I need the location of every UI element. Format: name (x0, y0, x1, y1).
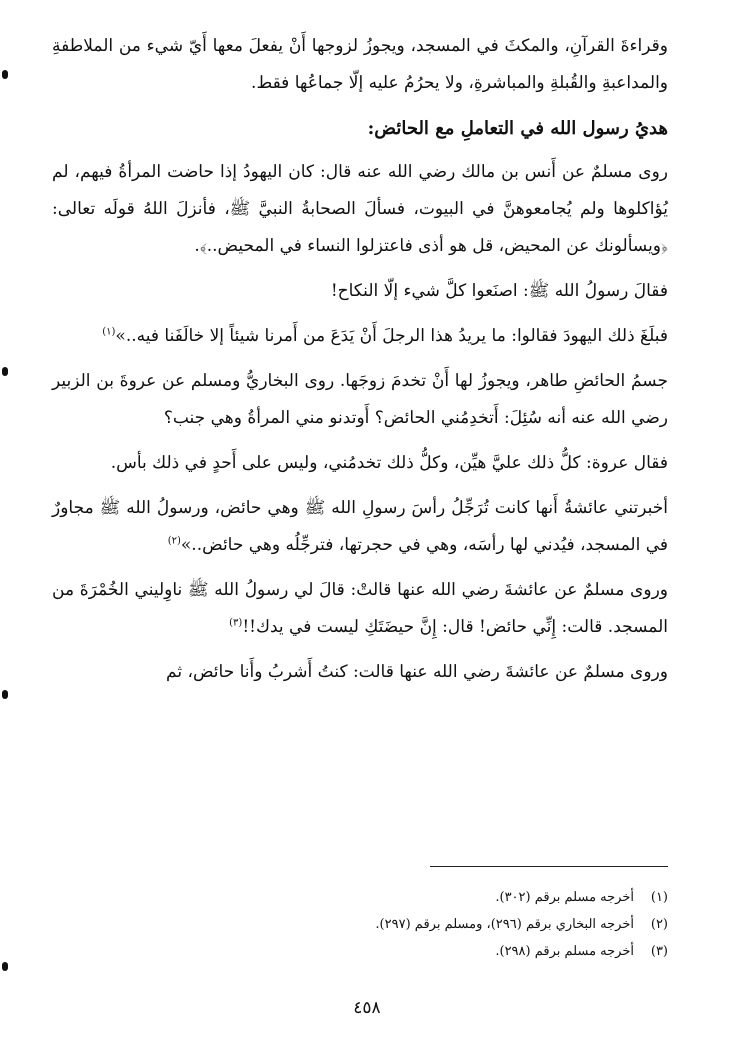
footnote-reference: (٢) (167, 535, 181, 547)
page-number: ٤٥٨ (353, 998, 381, 1018)
footnote-reference: (١) (102, 326, 116, 338)
footnotes (120, 884, 668, 965)
paragraph (52, 318, 668, 355)
footnote-number: (٣) (650, 944, 668, 959)
paragraph-text: وروى مسلمٌ عن عائشةَ رضي الله عنها قالت: كنتُ أَشربُ وأَنا حائض، ثم (166, 662, 668, 682)
footnote-text: أخرجه مسلم برقم (٢٩٨). (495, 944, 634, 959)
scan-margin-mark (2, 962, 8, 971)
paragraph (52, 572, 668, 646)
paragraph-text: فقالَ رسولُ الله ﷺ: اصنَعوا كلَّ شيء إلّا النكاح! (330, 281, 668, 301)
scan-margin-mark (2, 367, 8, 376)
paragraph (52, 28, 668, 102)
paragraph-text: روى مسلمٌ عن أَنس بن مالك رضي الله عنه قال: كان اليهودُ إذا حاضت المرأةُ فيهم، لم يُؤاكلوها ولم يُجامعوهنَّ في البيوت، فسألَ الصحابةُ النبيَّ ﷺ، فأنزلَ اللهُ قولَه تعالى: ﴿ويسألونك عن المحيض، قل هو أذى فاعتزلوا النساء في المحيض..﴾. (52, 162, 668, 256)
footnote-divider (430, 866, 668, 867)
paragraph (52, 654, 668, 691)
main-text (52, 28, 668, 699)
footnote-number: (٢) (650, 917, 668, 932)
paragraph-text: وقراءةَ القرآنِ، والمكثَ في المسجد، ويجوزُ لزوجها أَنْ يفعلَ معها أَيّ شيء من الملاطفةِ والمداعبةِ والقُبلةِ والمباشرةِ، ولا يحرُمُ عليه إلّا جماعُها فقط. (52, 36, 668, 93)
paragraph (52, 363, 668, 437)
paragraph (52, 490, 668, 564)
footnote-text: أخرجه مسلم برقم (٣٠٢). (495, 890, 634, 905)
footnote (120, 884, 668, 911)
footnote-reference: (٣) (229, 617, 243, 629)
paragraph (52, 154, 668, 265)
paragraph-text: فبلَغَ ذلك اليهودَ فقالوا: ما يريدُ هذا الرجلَ أَنْ يَدَعَ من أَمرنا شيئاً إلا خالَفَنا فيه..» (115, 326, 668, 346)
scan-margin-mark (2, 690, 8, 699)
footnote-text: أخرجه البخاري برقم (٢٩٦)، ومسلم برقم (٢٩٧). (375, 917, 634, 932)
section-heading (52, 110, 668, 148)
paragraph-text: هديُ رسول الله في التعاملِ مع الحائض: (367, 118, 668, 139)
paragraph-text: وروى مسلمٌ عن عائشةَ رضي الله عنها قالتْ: قالَ لي رسولُ الله ﷺ ناوِليني الخُمْرَةَ من المسجد. قالت: إِنِّي حائض! قال: إِنَّ حيضَتَكِ ليست في يدك!! (52, 580, 668, 637)
footnote (120, 911, 668, 938)
paragraph-text: جسمُ الحائضِ طاهر، ويجوزُ لها أَنْ تخدمَ زوجَها. روى البخاريُّ ومسلم عن عروةَ بن الزبير رضي الله عنه أنه سُئِلَ: أَتخدِمُني الحائض؟ أَوتدنو مني المرأةُ وهي جنب؟ (52, 371, 668, 428)
paragraph (52, 273, 668, 310)
footnote-number: (١) (650, 890, 668, 905)
paragraph-text: أخبرتني عائشةُ أَنها كانت تُرَجِّلُ رأسَ رسولِ الله ﷺ وهي حائض، ورسولُ الله ﷺ مجاورٌ في المسجد، فيُدني لها رأسَه، وهي في حجرتها، فترجِّلُه وهي حائض..» (52, 498, 668, 555)
scan-margin-mark (2, 70, 8, 79)
paragraph (52, 445, 668, 482)
paragraph-text: فقال عروة: كلُّ ذلك عليَّ هيِّن، وكلُّ ذلك تخدمُني، وليس على أَحدٍ في ذلك بأس. (110, 453, 668, 473)
footnote (120, 938, 668, 965)
